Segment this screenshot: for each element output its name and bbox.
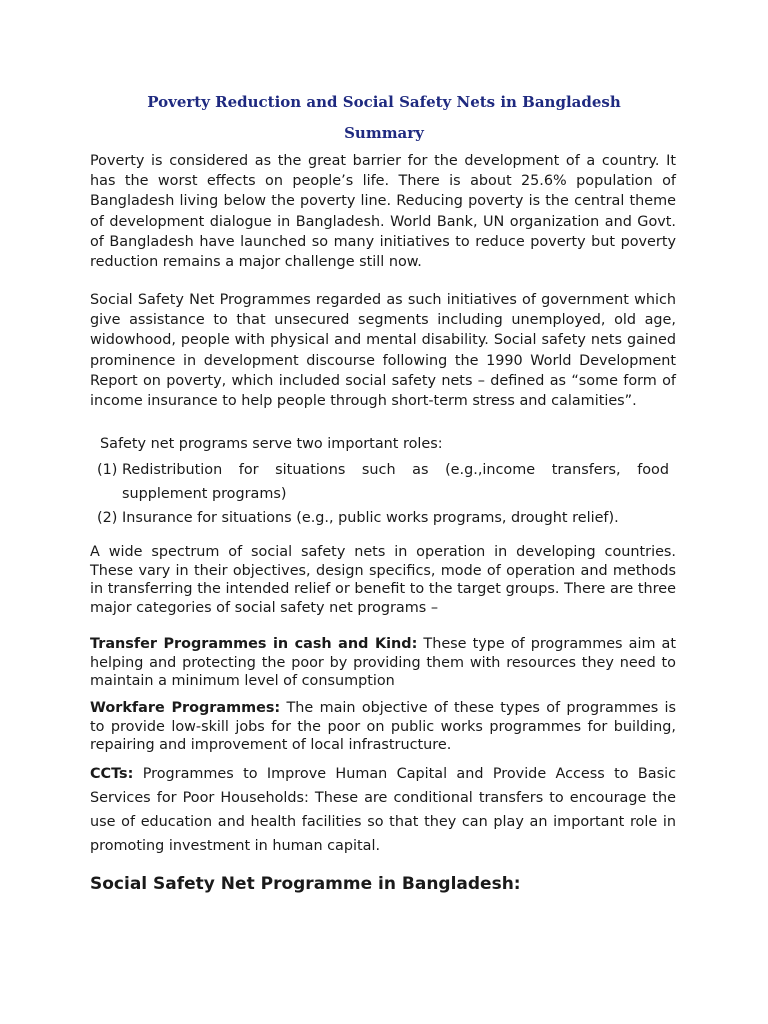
- list-item-number: (1): [97, 462, 118, 478]
- category-text: The main objective of these types of programmes is to provide low-skill jobs for the poor on public works programmes for building, repairing and improvement of local infrastructure.: [90, 700, 677, 754]
- section-heading: Social Safety Net Programme in Bangladesh:: [90, 874, 521, 894]
- list-item-text: Redistribution for situations such as (e.g.,income transfers, food supplement programs): [122, 462, 669, 502]
- category-text: Programmes to Improve Human Capital and Provide Access to Basic Services for Poor Households: These are conditional transfers to encourage the use of education and health facilities so that they can play an important role in promoting investment in human capital.: [90, 766, 676, 854]
- category-lead: CCTs:: [90, 766, 134, 782]
- paragraph-categories-intro: A wide spectrum of social safety nets in operation in developing countries. These vary in their objectives, design specifics, mode of operation and methods in transferring the intended relief or benefit to the target groups. There are three major categories of social safety net programs –: [90, 544, 676, 616]
- roles-intro: Safety net programs serve two important roles:: [100, 436, 443, 452]
- paragraph-poverty-intro: Poverty is considered as the great barrier for the development of a country. It has the worst effects on people’s life. There is about 25.6% population of Bangladesh living below the poverty line. Reducing poverty is the central theme of development dialogue in Bangladesh. World Bank, UN organization and Govt. of Bangladesh have launched so many initiatives to reduce poverty but poverty reduction remains a major challenge still now.: [90, 153, 676, 271]
- paragraph-safety-net-definition: Social Safety Net Programmes regarded as such initiatives of government which give assistance to that unsecured segments including unemployed, old age, widowhood, people with physical and mental disability. Social safety nets gained prominence in development discourse following the 1990 World Development Report on poverty, which included social safety nets – defined as “some form of income insurance to help people through short-term stress and calamities”.: [90, 292, 676, 410]
- category-lead: Workfare Programmes:: [90, 700, 281, 716]
- list-item: [97, 506, 669, 530]
- roles-list: [97, 458, 669, 530]
- list-item-number: (2): [97, 510, 118, 526]
- paragraph-transfer-programmes: [90, 635, 676, 691]
- document-title: Poverty Reduction and Social Safety Nets in Bangladesh: [147, 93, 621, 111]
- paragraph-cct-programmes: [90, 762, 676, 858]
- list-item: [97, 458, 669, 506]
- paragraph-workfare-programmes: [90, 699, 676, 755]
- document-subtitle: Summary: [344, 124, 424, 142]
- category-text: These type of programmes aim at helping and protecting the poor by providing them with resources they need to maintain a minimum level of consumption: [90, 636, 676, 690]
- list-item-text: Insurance for situations (e.g., public works programs, drought relief).: [122, 510, 619, 526]
- category-lead: Transfer Programmes in cash and Kind:: [90, 636, 418, 652]
